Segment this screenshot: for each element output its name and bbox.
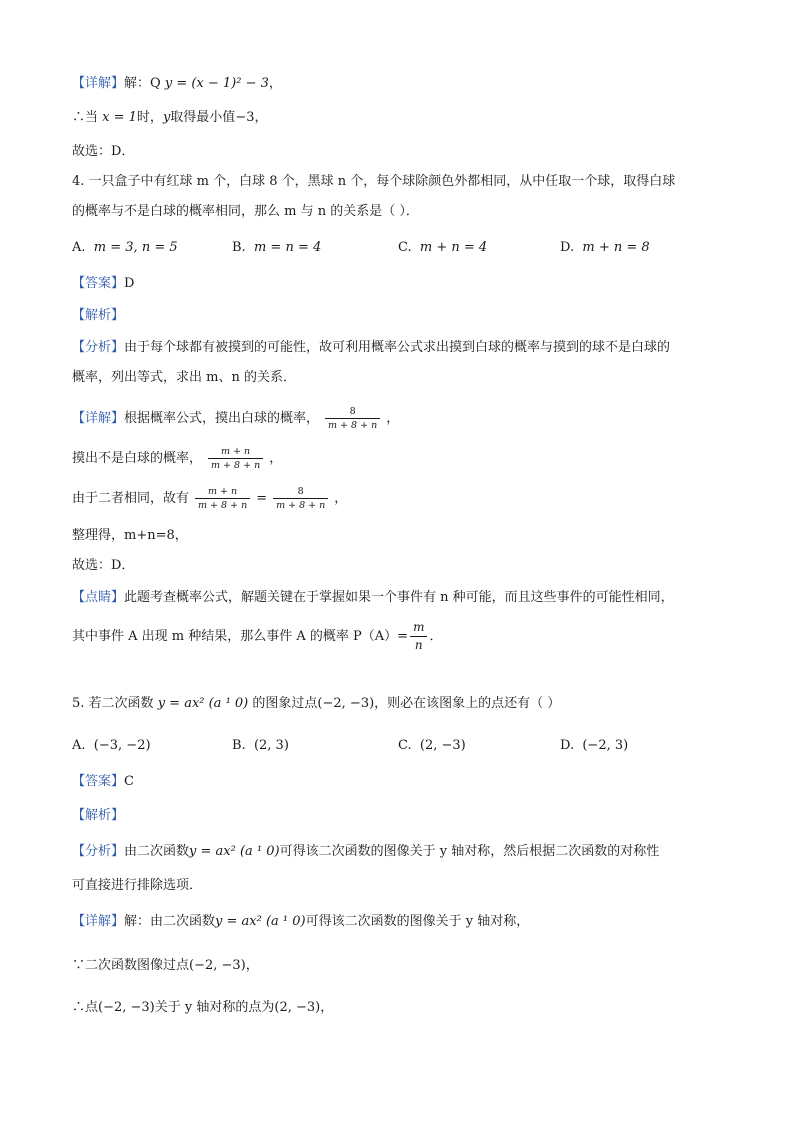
q4-fenxi-line2: 概率，列出等式，求出 m、n 的关系． — [72, 370, 296, 385]
because-pre: ∵二次函数图像过点 — [72, 958, 190, 973]
option-letter: A. — [72, 240, 86, 255]
fraction-numerator: 8 — [297, 486, 304, 497]
detail-pre: 解：由二次函数 — [124, 914, 216, 929]
q3-detail-intro: 解： — [124, 76, 151, 91]
option-letter: A. — [72, 738, 86, 753]
option-text: m + n = 8 — [582, 240, 650, 255]
q4-option-c — [398, 238, 487, 258]
q3-comma: ， — [268, 76, 282, 91]
option-letter: B. — [232, 240, 246, 255]
q4-option-d — [560, 238, 650, 258]
option-text: (−3, −2) — [93, 738, 151, 753]
q5-option-d — [560, 736, 628, 756]
therefore-end: ， — [320, 1000, 334, 1015]
detail-tag: 【详解】 — [72, 411, 125, 426]
q4-option-b — [232, 238, 321, 258]
answer-value: C — [124, 774, 134, 789]
q5-option-c — [398, 736, 466, 756]
q4-detail-line1 — [72, 406, 399, 432]
line-end: ． — [429, 629, 443, 644]
q3-conclusion-prefix: ∴当 — [72, 110, 99, 125]
detail-func: y = ax² (a ¹ 0) — [215, 914, 306, 929]
q3-choose: 故选：D． — [72, 144, 135, 159]
q4-dianjing-line1 — [72, 588, 674, 608]
q5-option-a — [72, 736, 151, 756]
fraction-right — [273, 486, 328, 511]
fraction-denominator: m + 8 + n — [273, 498, 328, 511]
dianjing-tag: 【点睛】 — [72, 590, 125, 605]
fraction-left — [195, 486, 250, 511]
option-letter: C. — [398, 240, 412, 255]
answer-tag: 【答案】 — [72, 276, 125, 291]
fenxi-post: 可得该二次函数的图像关于 y 轴对称，然后根据二次函数的对称性 — [279, 844, 660, 859]
q3-conclusion-cond: x = 1 — [102, 110, 137, 125]
q3-conclusion-text: 取得最小值 — [170, 110, 236, 125]
line-end: ， — [334, 491, 348, 506]
q4-analysis-tag: 【解析】 — [72, 308, 125, 323]
q5-stem-prefix: 5. 若二次函数 — [72, 696, 154, 711]
q5-fenxi-line2: 可直接进行排除选项． — [72, 878, 203, 893]
option-letter: C. — [398, 738, 412, 753]
q4-choose: 故选：D． — [72, 558, 135, 573]
q4-detail-line3 — [72, 486, 347, 512]
option-text: m + n = 4 — [419, 240, 488, 255]
q3-conclusion-val: −3 — [235, 110, 255, 125]
therefore-mid: 关于 y 轴对称的点为 — [154, 1000, 275, 1015]
line-end: ， — [269, 451, 283, 466]
fraction-denominator: m + 8 + n — [208, 458, 263, 471]
q5-detail-line1 — [72, 912, 529, 932]
q4-detail-line4: 整理得，m+n=8， — [72, 528, 188, 543]
q5-stem-end: ，则必在该图象上的点还有（ ） — [374, 696, 561, 711]
therefore-point2: (2, −3) — [274, 1000, 321, 1015]
option-letter: B. — [232, 738, 246, 753]
option-letter: D. — [560, 240, 575, 255]
fenxi-pre: 由二次函数 — [124, 844, 190, 859]
dianjing-text: 此题考查概率公式，解题关键在于掌握如果一个事件有 n 种可能，而且这些事件的可能性相同， — [124, 590, 674, 605]
fenxi-tag: 【分析】 — [72, 844, 125, 859]
fenxi-tag: 【分析】 — [72, 340, 125, 355]
q4-answer — [72, 274, 134, 294]
fenxi-func: y = ax² (a ¹ 0) — [189, 844, 280, 859]
option-text: m = n = 4 — [253, 240, 322, 255]
q3-equation: y = (x − 1)² − 3 — [164, 76, 269, 91]
fraction-numerator: m + n — [221, 446, 251, 457]
option-text: (2, 3) — [253, 738, 289, 753]
q5-therefore — [72, 998, 333, 1018]
q5-stem-mid: 的图象过点 — [252, 696, 318, 711]
option-letter: D. — [560, 738, 575, 753]
detail-text: 由于二者相同，故有 — [72, 491, 190, 506]
fraction-denominator: m + 8 + n — [195, 498, 250, 511]
fraction-white — [325, 406, 380, 431]
q3-conclusion-mid: 时， — [136, 110, 163, 125]
q4-fenxi-line1 — [72, 338, 670, 358]
q3-detail-tag: 【详解】 — [72, 76, 125, 91]
fraction-numerator: 8 — [349, 406, 356, 417]
fenxi-text: 由于每个球都有被摸到的可能性，故可利用概率公式求出摸到白球的概率与摸到的球不是白球的 — [124, 340, 671, 355]
q5-option-b — [232, 736, 289, 756]
q5-stem-func: y = ax² (a ¹ 0) — [157, 696, 249, 711]
fraction-denominator: n — [410, 636, 427, 653]
q5-because — [72, 956, 259, 976]
q4-dianjing-line2 — [72, 620, 442, 654]
line-end: ， — [386, 411, 400, 426]
q5-stem-point: (−2, −3) — [317, 696, 375, 711]
because-end: ， — [245, 958, 259, 973]
q5-answer — [72, 772, 134, 792]
q3-conclusion-var: y — [162, 110, 171, 125]
dianjing-text: 其中事件 A 出现 m 种结果，那么事件 A 的概率 P（A）= — [72, 629, 409, 644]
option-text: (−2, 3) — [582, 738, 629, 753]
detail-post: 可得该二次函数的图像关于 y 轴对称， — [305, 914, 530, 929]
since-symbol: Q — [150, 76, 161, 91]
equals-sign: = — [256, 491, 268, 506]
q5-fenxi-line1 — [72, 842, 659, 862]
option-text: (2, −3) — [419, 738, 466, 753]
detail-text: 根据概率公式，摸出白球的概率， — [124, 411, 320, 426]
fraction-probability — [410, 620, 427, 653]
answer-tag: 【答案】 — [72, 774, 125, 789]
option-text: m = 3, n = 5 — [93, 240, 178, 255]
q4-detail-line2 — [72, 446, 282, 472]
therefore-point: (−2, −3) — [98, 1000, 155, 1015]
q4-stem-line1: 4. 一只盒子中有红球 m 个，白球 8 个，黑球 n 个，每个球除颜色外都相同，从中任取一个球，取得白球 — [72, 174, 676, 189]
q5-stem — [72, 694, 560, 714]
q3-conclusion — [72, 108, 268, 128]
q5-analysis-tag: 【解析】 — [72, 808, 125, 823]
detail-text: 摸出不是白球的概率， — [72, 451, 203, 466]
fraction-not-white — [208, 446, 263, 471]
q4-stem-line2: 的概率与不是白球的概率相同，那么 m 与 n 的关系是（ ）． — [72, 204, 419, 219]
q3-conclusion-end: ， — [254, 110, 268, 125]
q4-option-a — [72, 238, 178, 258]
fraction-numerator: m + n — [208, 486, 238, 497]
q3-detail-line — [72, 74, 282, 94]
fraction-denominator: m + 8 + n — [325, 418, 380, 431]
detail-tag: 【详解】 — [72, 914, 125, 929]
therefore-pre: ∴点 — [72, 1000, 99, 1015]
answer-value: D — [124, 276, 135, 291]
fraction-numerator: m — [413, 620, 425, 634]
because-point: (−2, −3) — [189, 958, 246, 973]
